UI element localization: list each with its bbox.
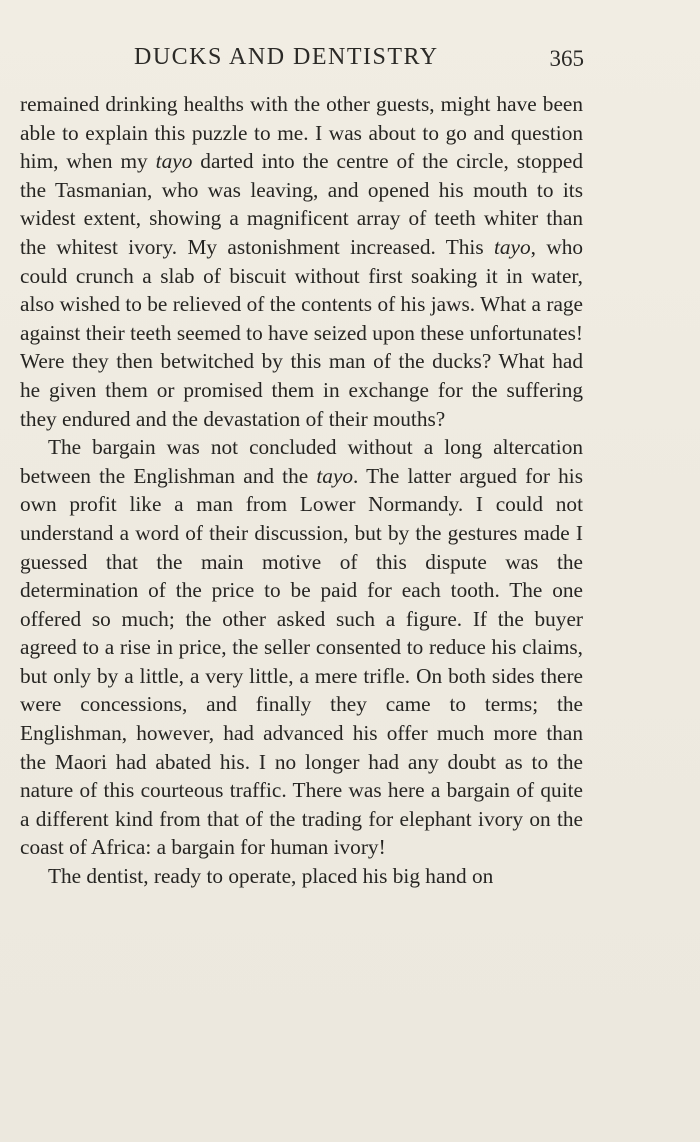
running-head xyxy=(22,44,584,76)
italic-word-tayo: tayo xyxy=(155,149,193,174)
running-title: DUCKS AND DENTISTRY xyxy=(134,44,439,70)
paragraph-2 xyxy=(20,433,583,862)
text-run: The dentist, ready to operate, placed his big hand on xyxy=(48,864,494,889)
text-run: darted into the centre of the circle, stopped the Tasmanian, who was leaving, and opened his mouth to its widest extent, showing a magnificent array of teeth whiter than the whitest ivory. My astonishment increased. This xyxy=(20,149,583,259)
italic-word-tayo: tayo xyxy=(316,463,354,488)
italic-word-tayo: tayo xyxy=(493,234,531,259)
page-number: 365 xyxy=(549,46,584,71)
paragraph-1 xyxy=(20,90,583,433)
paragraph-3 xyxy=(20,862,583,891)
text-run: . The latter argued for his own profit like a man from Lower Normandy. I could not understand a word of their discussion, but by the gestures made I guessed that the main motive of this dispute was the determination of the price to be paid for each tooth. The one offered so much; the other asked such a figure. If the buyer agreed to a rise in price, the seller consented to reduce his claims, but only by a little, a very little, a mere trifle. On both sides there were concessions, and finally they came to terms; the Englishman, however, had advanced his offer much more than the Maori had abated his. I no longer had any doubt as to the nature of this courteous traffic. There was here a bargain of quite a different kind from that of the trading for elephant ivory on the coast of Africa: a bargain for human ivory! xyxy=(20,463,583,860)
text-run: The bargain was not concluded without a long altercation between the Englishman and the xyxy=(20,435,583,488)
text-run: , who could crunch a slab of biscuit without first soaking it in water, also wished to be relieved of the contents of his jaws. What a rage against their teeth seemed to have seized upon these unfortunates! Were they then betwitched by this man of the ducks? What had he given them or promised them in exchange for the suffering they endured and the devastation of their mouths? xyxy=(20,234,583,431)
text-run: remained drinking healths with the other guests, might have been able to explain this puzzle to me. I was about to go and question him, when my xyxy=(20,92,583,174)
body-text xyxy=(20,90,583,891)
